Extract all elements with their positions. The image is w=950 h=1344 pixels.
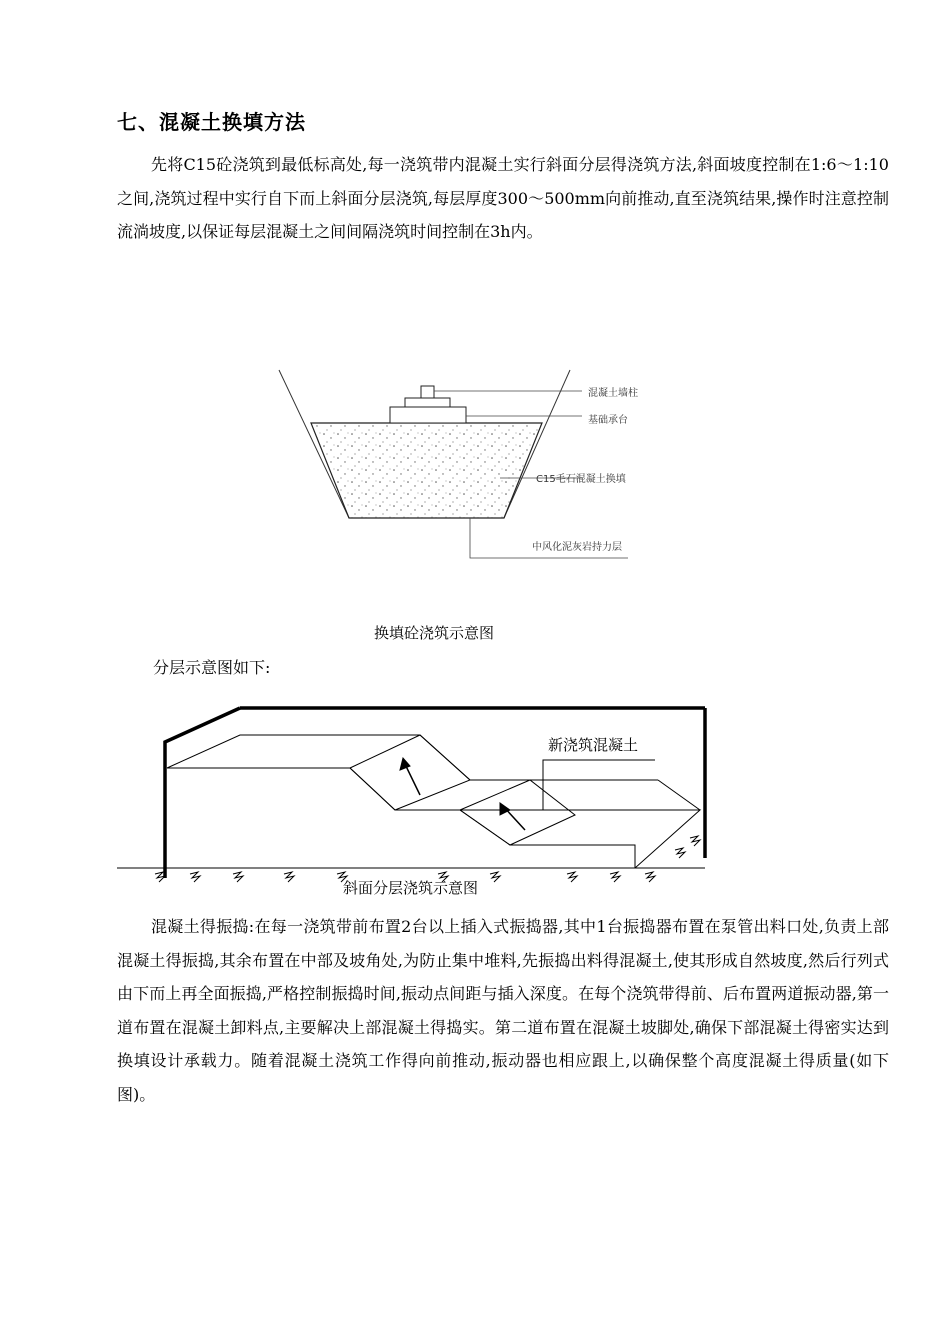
paragraph-text: 混凝土得振捣:在每一浇筑带前布置2台以上插入式振捣器,其中1台振捣器布置在泵管出料口处,负责上部混凝土得振捣,其余布置在中部及坡角处,为防止集中堆料,先振捣出料得混凝土,使其形成自然坡度,然后行列式由下而上再全面振捣,严格控制振捣时间,振动点间距与插入深度。在每个浇筑带得前、后布置两道振动器,第一道布置在混凝土卸料点,主要解决上部混凝土得捣实。第二道布置在混凝土坡脚处,确保下部混凝土得密实达到换填设计承载力。随着混凝土浇筑工作得向前推动,振动器也相应跟上,以确保整个高度混凝土得质量(如下图)。 <box>117 917 889 1104</box>
arrow-1-head <box>400 758 410 770</box>
cap-top <box>405 398 450 407</box>
label-new-concrete: 新浇筑混凝土 <box>548 736 639 754</box>
label-cap: 基础承台 <box>588 415 628 426</box>
foundation-cap <box>390 407 466 423</box>
layer-diagram <box>117 708 705 882</box>
layer-upper <box>167 768 565 810</box>
leader-new-concrete <box>543 760 655 810</box>
new-pour-block-1 <box>350 735 470 810</box>
section-heading: 七、混凝土换填方法 <box>117 110 306 134</box>
paragraph-text: 先将C15砼浇筑到最低标高处,每一浇筑带内混凝土实行斜面分层得浇筑方法,斜面坡度控制在1:6～1:10之间,浇筑过程中实行自下而上斜面分层浇筑,每层厚度300～500mm向前推动,直至浇筑结果,操作时注意控制流淌坡度,以保证每层混凝土之间间隔浇筑时间控制在3h内。 <box>117 155 889 241</box>
figure2-caption: 斜面分层浇筑示意图 <box>343 879 479 897</box>
concrete-fill-area <box>311 423 542 518</box>
left-formwork <box>165 708 240 878</box>
layer-slope-2 <box>658 780 700 810</box>
arrow-2-head <box>500 803 510 815</box>
ground-hatch <box>155 836 700 882</box>
label-fill: C15毛石混凝土换填 <box>536 474 626 485</box>
layer-diagram-intro: 分层示意图如下: <box>153 658 271 677</box>
layer-slope <box>565 810 700 868</box>
wall-column <box>421 386 434 398</box>
paragraph-vibration <box>117 910 889 1111</box>
label-column: 混凝土墙柱 <box>588 388 638 399</box>
figure1-caption: 换填砼浇筑示意图 <box>374 624 495 642</box>
label-rock: 中风化泥灰岩持力层 <box>532 542 622 553</box>
new-pour-block-2 <box>460 780 575 845</box>
